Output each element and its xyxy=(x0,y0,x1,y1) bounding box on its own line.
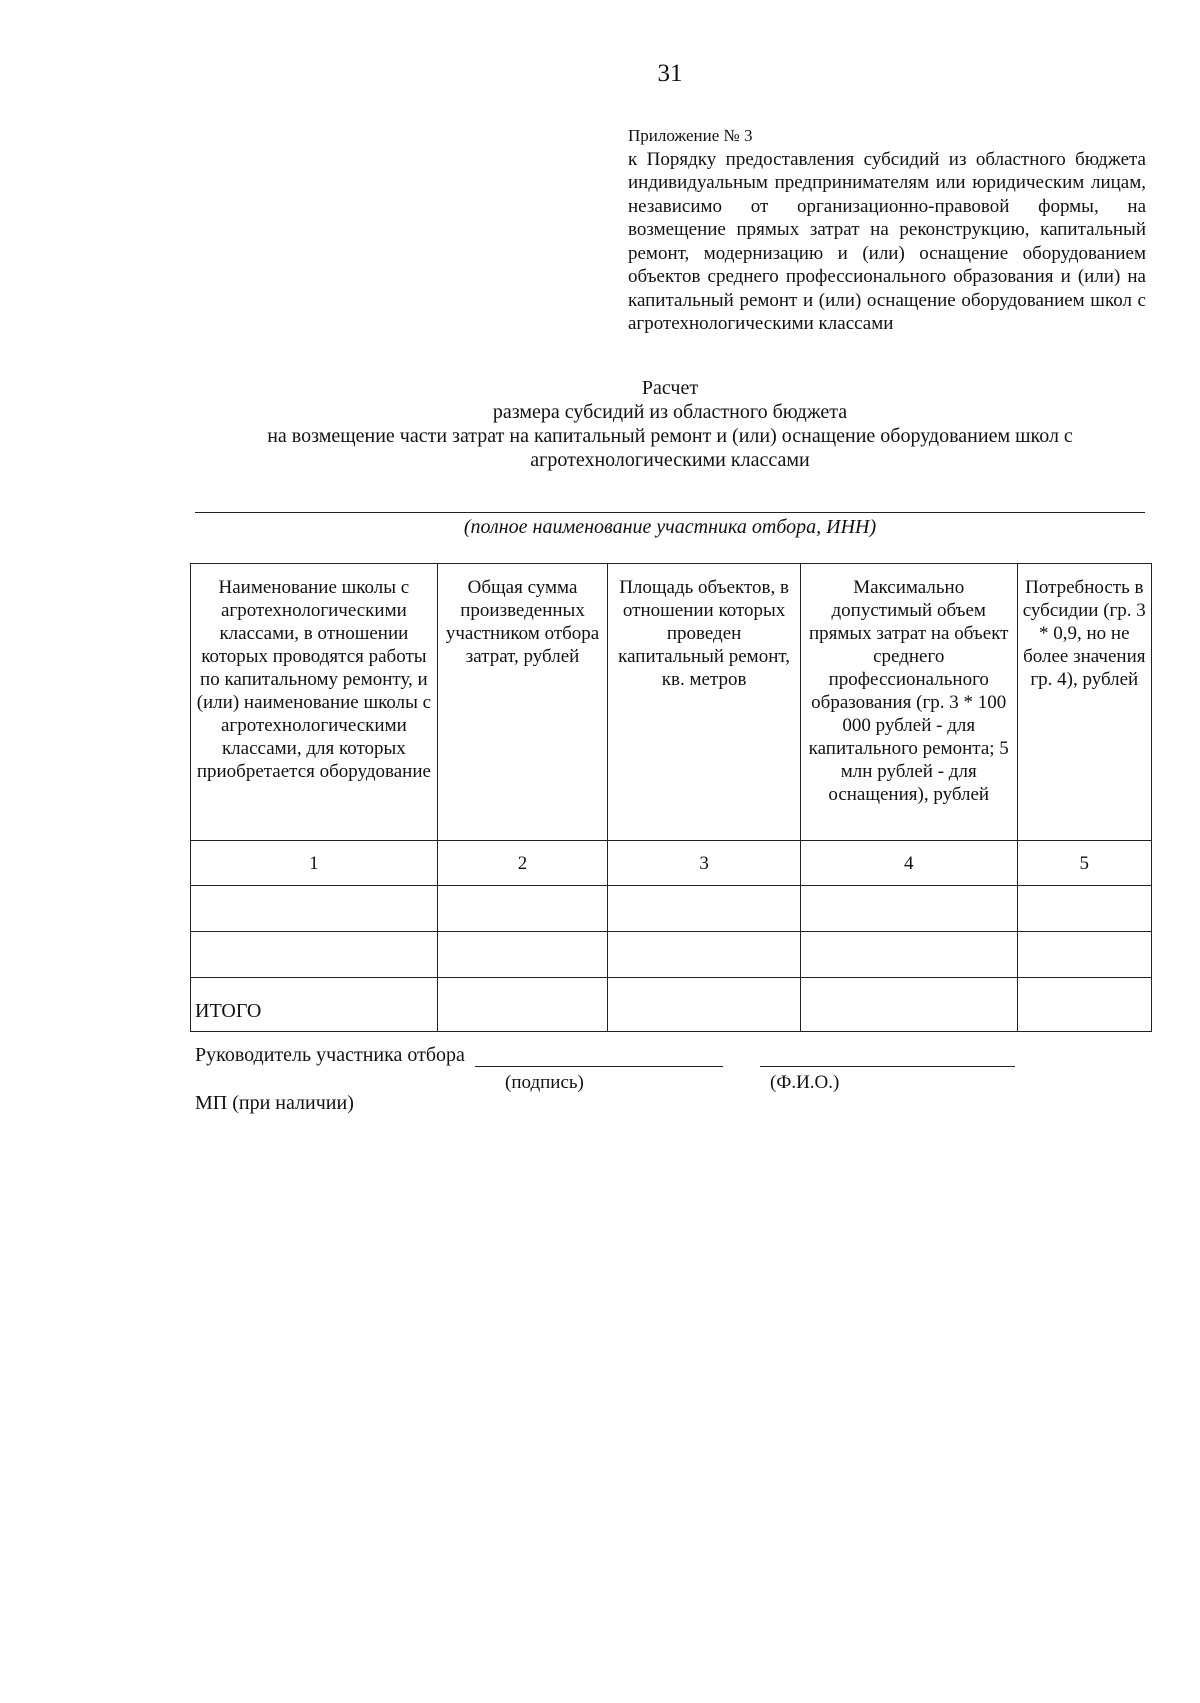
participant-name-line xyxy=(195,512,1145,513)
fio-caption: (Ф.И.О.) xyxy=(770,1072,840,1093)
title-line-1: Расчет xyxy=(641,377,699,399)
table-row xyxy=(191,886,1152,932)
header-total-costs: Общая сумма произведенных участником отбора затрат, рублей xyxy=(437,564,608,841)
signature-line[interactable] xyxy=(475,1066,723,1067)
appendix-text: к Порядку предоставления субсидий из областного бюджета индивидуальным предпринимателям или юридическим лицам, независимо от организационно-правовой формы, на возмещение прямых затрат на реконструкцию, капитальный ремонт, модернизацию и (или) оснащение оборудованием объектов среднего профессионального образования и (или) на капитальный ремонт и (или) оснащение оборудованием школ с агротехнологическими классами xyxy=(628,148,1146,334)
column-number: 5 xyxy=(1017,841,1151,886)
table-cell[interactable] xyxy=(437,978,608,1032)
table-cell[interactable] xyxy=(800,886,1017,932)
column-number: 2 xyxy=(437,841,608,886)
table-cell[interactable] xyxy=(1017,978,1151,1032)
column-number: 4 xyxy=(800,841,1017,886)
total-label: ИТОГО xyxy=(191,978,438,1032)
document-title xyxy=(200,376,1140,472)
stamp-label: МП (при наличии) xyxy=(195,1092,354,1114)
header-max-costs: Максимально допустимый объем прямых затрат на объект среднего профессионального образования (гр. 3 * 100 000 рублей - для капитального ремонта; 5 млн рублей - для оснащения), рублей xyxy=(800,564,1017,841)
signature-label: Руководитель участника отбора xyxy=(195,1044,465,1066)
header-school-name: Наименование школы с агротехнологическими классами, в отношении которых проводятся работы по капитальному ремонту, и (или) наименование школы с агротехнологическими классами, для которых приобретается оборудование xyxy=(191,564,438,841)
table-cell[interactable] xyxy=(608,932,801,978)
table-cell[interactable] xyxy=(608,886,801,932)
table-cell[interactable] xyxy=(191,886,438,932)
fio-line[interactable] xyxy=(760,1066,1015,1067)
appendix-block xyxy=(628,124,1146,336)
table-row xyxy=(191,932,1152,978)
table-cell[interactable] xyxy=(1017,886,1151,932)
table-cell[interactable] xyxy=(800,978,1017,1032)
table-cell[interactable] xyxy=(608,978,801,1032)
calculation-table xyxy=(190,563,1152,1032)
page-number: 31 xyxy=(657,60,683,87)
title-line-3: на возмещение части затрат на капитальный ремонт и (или) оснащение оборудованием школ с агротехнологическими классами xyxy=(267,425,1073,471)
table-header-row xyxy=(191,564,1152,841)
header-area: Площадь объектов, в отношении которых проведен капитальный ремонт, кв. метров xyxy=(608,564,801,841)
column-number: 1 xyxy=(191,841,438,886)
table-cell[interactable] xyxy=(437,886,608,932)
column-number: 3 xyxy=(608,841,801,886)
signature-caption: (подпись) xyxy=(505,1072,584,1093)
header-subsidy-need: Потребность в субсидии (гр. 3 * 0,9, но не более значения гр. 4), рублей xyxy=(1017,564,1151,841)
title-line-2: размера субсидий из областного бюджета xyxy=(492,401,848,423)
signature-block xyxy=(195,1044,1095,1114)
table-cell[interactable] xyxy=(191,932,438,978)
total-row xyxy=(191,978,1152,1032)
column-number-row xyxy=(191,841,1152,886)
participant-caption: (полное наименование участника отбора, ИНН) xyxy=(463,516,877,538)
appendix-number: Приложение № 3 xyxy=(628,126,753,145)
table-cell[interactable] xyxy=(1017,932,1151,978)
table-cell[interactable] xyxy=(437,932,608,978)
table-cell[interactable] xyxy=(800,932,1017,978)
